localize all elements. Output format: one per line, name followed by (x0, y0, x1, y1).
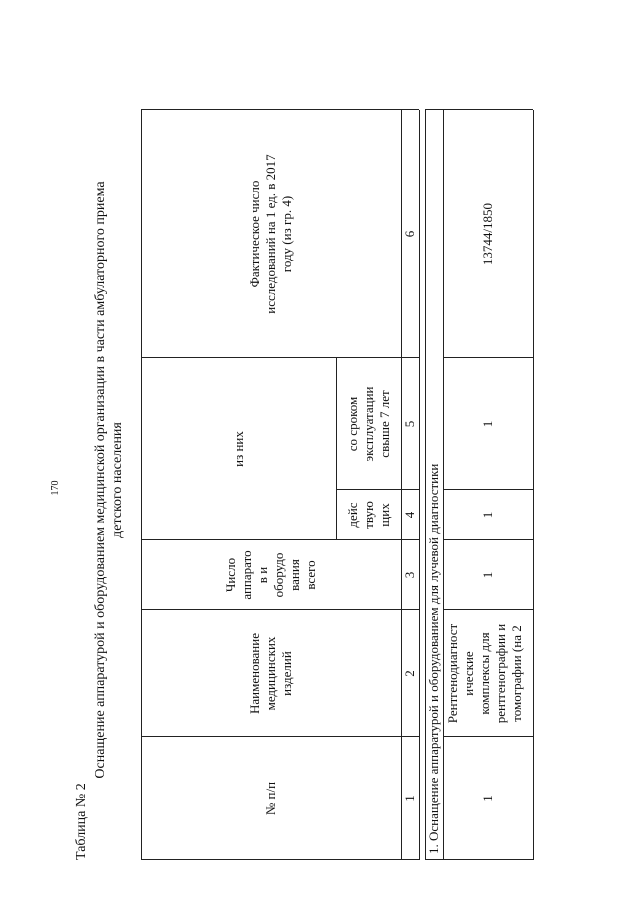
equipment-table (66, 80, 616, 860)
grid-line (425, 109, 533, 110)
row-total: 1 (480, 571, 495, 579)
row-over7: 1 (480, 420, 495, 428)
table-title-line2: детского населения (110, 422, 125, 538)
grid-line (443, 357, 533, 358)
colnum-6: 6 (402, 230, 417, 238)
colnum-5: 5 (402, 420, 417, 428)
grid-line (425, 859, 533, 860)
table-title-line1: Оснащение аппаратурой и оборудованием медицинской организации в части амбулаторного приема (93, 181, 108, 779)
table-label: Таблица № 2 (74, 783, 89, 860)
grid-line (443, 736, 533, 737)
header-total: Число аппарато в и оборудо вания всего (223, 550, 318, 600)
grid-line (419, 110, 420, 860)
rotated-page-content (66, 80, 616, 860)
grid-line (443, 609, 533, 610)
row-name: Рентгенодиагност ические комплексы для рентгенографии и томографии (на 2 (445, 623, 524, 724)
grid-line (141, 110, 142, 860)
grid-line (141, 539, 419, 540)
grid-line (443, 489, 533, 490)
grid-line (425, 110, 426, 860)
colnum-1: 1 (402, 795, 417, 802)
colnum-2: 2 (402, 670, 417, 677)
colnum-3: 3 (402, 571, 417, 579)
grid-line (141, 357, 419, 358)
header-of-them: из них (230, 431, 246, 467)
grid-line (141, 609, 419, 610)
colnum-4: 4 (402, 511, 417, 519)
header-name: Наименование медицинских изделий (247, 633, 294, 714)
row-num: 1 (480, 795, 495, 802)
grid-line (336, 358, 337, 540)
grid-line (336, 489, 419, 490)
header-num: № п/п (263, 781, 278, 816)
grid-line (443, 110, 444, 860)
grid-line (141, 109, 419, 110)
section-title: 1. Оснащение аппаратурой и оборудованием для лучевой диагностики (426, 463, 441, 854)
header-active: дейс твую щих (344, 501, 392, 529)
page-number: 170 (50, 480, 61, 496)
grid-line (141, 736, 419, 737)
row-studies: 13744/1850 (480, 202, 495, 266)
header-over7: со сроком эксплуатации свыше 7 лет (344, 386, 392, 462)
grid-line (443, 539, 533, 540)
header-studies: Фактическое число исследований на 1 ед. в 2017 году (из гр. 4) (247, 154, 294, 314)
grid-line (401, 110, 402, 860)
grid-line (533, 110, 534, 860)
grid-line (141, 859, 419, 860)
row-active: 1 (480, 511, 495, 519)
